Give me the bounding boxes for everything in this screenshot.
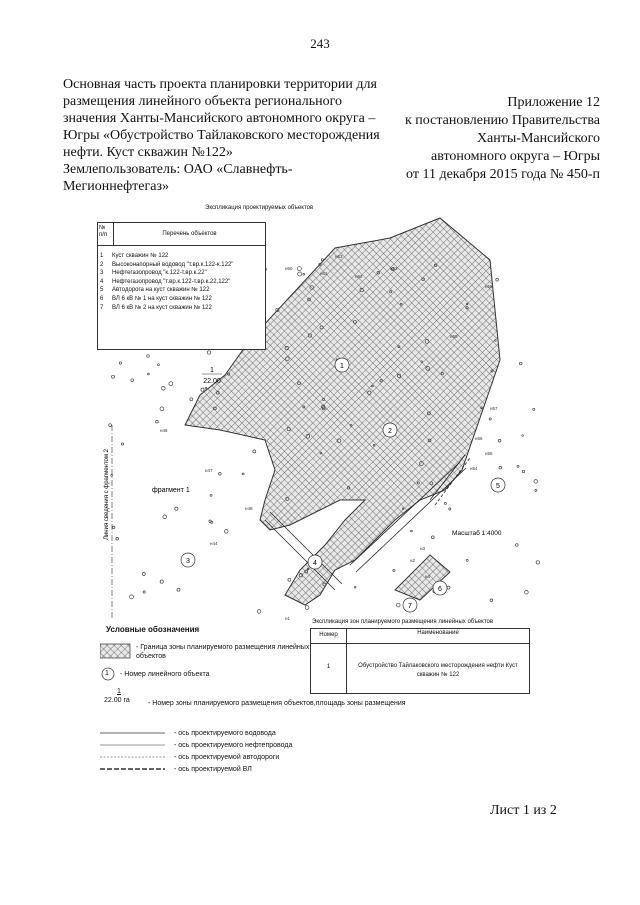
appendix-line-5: от 11 декабря 2015 года № 450-п [406, 167, 600, 182]
terrain-symbol [119, 362, 121, 364]
zone-table-label: Экспликация зон планируемого размещения линейных объектов [312, 619, 494, 625]
legend-zone-swatch [100, 644, 130, 658]
table-row: 3 Нефтегазопровод "к.122-т.вр.к.22" [100, 270, 207, 277]
callout-4: 4 [313, 560, 317, 567]
terrain-symbol [519, 362, 522, 365]
zone-table-col-name: Наименование [417, 630, 459, 636]
terrain-symbol [354, 586, 356, 588]
point-label: н53 [390, 266, 398, 271]
terrain-symbol [160, 580, 163, 583]
terrain-symbol [517, 465, 519, 467]
point-label: н63 [335, 254, 343, 259]
point-label: н54 [470, 466, 478, 471]
point-label: н47 [205, 468, 213, 473]
legend-title: Условные обозначения [106, 625, 200, 634]
terrain-symbol [242, 473, 244, 475]
fragment-label: фрагмент 1 [152, 487, 190, 494]
project-title: Основная часть проекта планировки территории для размещения линейного объекта регионального значения Ханты-Мансийского автономного округа – Югры «Обустройство Тайлаковского месторождения нефти. Куст скважин №122» [63, 77, 380, 160]
terrain-symbol [201, 388, 204, 391]
zone-table-name: Обустройство Тайлаковского месторождения нефти Куст скважин № 122 [358, 663, 518, 678]
point-label: н4 [425, 574, 430, 579]
table-row: 7 ВЛ 6 кВ № 2 на куст скважин № 122 [100, 304, 212, 311]
appendix-block [320, 94, 600, 184]
explication-label: Экспликация проектируемых объектов [205, 205, 314, 211]
legend-object-number: - Номер линейного объекта [120, 671, 210, 678]
point-label: н48 [245, 506, 253, 511]
terrain-symbol [162, 387, 166, 391]
zone-table [310, 628, 530, 694]
terrain-symbol [305, 606, 309, 610]
point-label: н1 [285, 616, 290, 620]
terrain-symbol [525, 590, 529, 594]
appendix-line-2: к постановлению Правительства [404, 113, 600, 128]
terrain-symbol [142, 573, 145, 576]
terrain-symbol [297, 267, 301, 271]
terrain-symbol [253, 450, 256, 453]
terrain-symbol [131, 379, 134, 382]
appendix-line-4: автономного округа – Югры [431, 149, 600, 164]
legend-power-axis: - ось проектируемой ВЛ [174, 766, 252, 773]
terrain-symbol [177, 588, 180, 591]
callout-7: 7 [408, 603, 412, 610]
terrain-symbol [147, 355, 150, 358]
terrain-symbol [116, 537, 119, 540]
terrain-symbol [130, 595, 134, 599]
terrain-symbol [499, 466, 502, 469]
point-label: н60 [285, 266, 293, 271]
terrain-symbol [411, 530, 413, 532]
zone-table-col-num: Номер [311, 629, 347, 643]
terrain-symbol [303, 273, 305, 275]
terrain-symbol [288, 578, 291, 581]
terrain-symbol [156, 420, 159, 423]
terrain-symbol [449, 508, 451, 510]
terrain-symbol [225, 530, 229, 534]
terrain-symbol [163, 515, 167, 519]
point-label: н44 [210, 541, 218, 546]
terrain-symbol [534, 480, 538, 484]
scale-label: Масштаб 1:4000 [452, 530, 502, 537]
terrain-symbol [444, 502, 446, 504]
callout-6: 6 [438, 586, 442, 593]
terrain-symbol [210, 494, 212, 496]
terrain-symbol [516, 544, 519, 547]
zone-area: 22.00 [203, 378, 221, 385]
terrain-symbol [466, 559, 468, 561]
terrain-symbol [112, 526, 115, 529]
terrain-symbol [219, 473, 222, 476]
objects-table-col-num: № п/п [98, 223, 114, 245]
point-label: н55 [485, 451, 493, 456]
objects-table-col-title: Перечень объектов [162, 231, 217, 237]
callout-1: 1 [340, 363, 344, 370]
terrain-symbol [298, 272, 302, 276]
point-label: н59 [450, 334, 458, 339]
point-label: н58 [485, 284, 493, 289]
terrain-symbol [496, 279, 499, 282]
legend-zone-number-bottom: 22.00 га [104, 697, 130, 704]
point-label: н61 [320, 271, 328, 276]
legend-zone-number-text: - Номер зоны планируемого размещения объектов,площадь зоны размещения [148, 700, 406, 707]
table-row: 6 ВЛ 6 кВ № 1 на куст скважин № 122 [100, 295, 212, 302]
terrain-symbol [109, 424, 112, 427]
terrain-symbol [158, 364, 160, 366]
legend-road-axis: - ось проектируемой автодороги [174, 754, 280, 761]
terrain-symbol [489, 418, 491, 420]
terrain-symbol [490, 599, 493, 602]
legend-zone-number-top: 1 [117, 688, 121, 695]
terrain-symbol [535, 489, 537, 491]
terrain-symbol [522, 435, 524, 437]
zone-table-num: 1 [311, 644, 347, 693]
terrain-symbol [533, 408, 535, 410]
terrain-symbol [257, 610, 261, 614]
point-label: н3 [420, 546, 425, 551]
legend-zone-border: - Граница зоны планируемого размещения линейных объектов [136, 644, 310, 660]
terrain-symbol [207, 351, 210, 354]
callout-3: 3 [186, 558, 190, 565]
table-row: 1 Куст скважин № 122 [100, 253, 169, 259]
terrain-symbol [121, 443, 123, 445]
page-number: 243 [310, 36, 330, 51]
point-label: н57 [490, 406, 498, 411]
terrain-symbol [205, 387, 207, 389]
terrain-symbol [175, 507, 178, 510]
terrain-symbol [169, 382, 173, 386]
terrain-symbol [498, 439, 501, 442]
sheet-label: Лист 1 из 2 [490, 803, 557, 818]
appendix-line-3: Ханты-Мансийского [476, 131, 600, 146]
point-label: н62 [355, 274, 363, 279]
legend-object-sample: 1 [105, 670, 109, 677]
point-label: н2 [410, 558, 415, 563]
land-user: Землепользователь: ОАО «Славнефть-Мегионнефтегаз» [63, 162, 293, 194]
terrain-symbol [397, 603, 401, 607]
objects-table [97, 222, 266, 350]
terrain-symbol [536, 561, 539, 564]
terrain-symbol [393, 569, 395, 571]
terrain-symbol [143, 591, 145, 593]
zone-number: 1 [210, 367, 214, 374]
callout-2: 2 [388, 428, 392, 435]
terrain-symbol [148, 373, 150, 375]
terrain-symbol [112, 375, 115, 378]
point-label: н46 [160, 428, 168, 433]
terrain-symbol [447, 586, 450, 589]
terrain-symbol [160, 407, 164, 411]
point-label: н56 [475, 436, 483, 441]
terrain-symbol [431, 536, 434, 539]
terrain-symbol [190, 398, 193, 401]
terrain-symbol [209, 520, 211, 522]
appendix-line-1: Приложение 12 [507, 95, 600, 110]
table-row: 2 Высоконапорный водовод "т.вр.к.122-к.122" [100, 261, 234, 268]
legend-oil-axis: - ось проектируемого нефтепровода [174, 742, 293, 749]
table-row: 4 Нефтегазопровод "т.вр.к.122-т.вр.к.22,122" [100, 278, 231, 285]
terrain-symbol [522, 470, 524, 472]
legend-water-axis: - ось проектируемого водовода [174, 730, 276, 737]
terrain-symbol [321, 259, 323, 261]
joint-line-label: Линия сведения с фрагментом 2 [104, 448, 110, 540]
table-row: 5 Автодорога на куст скважин № 122 [100, 287, 210, 294]
callout-5: 5 [496, 483, 500, 490]
